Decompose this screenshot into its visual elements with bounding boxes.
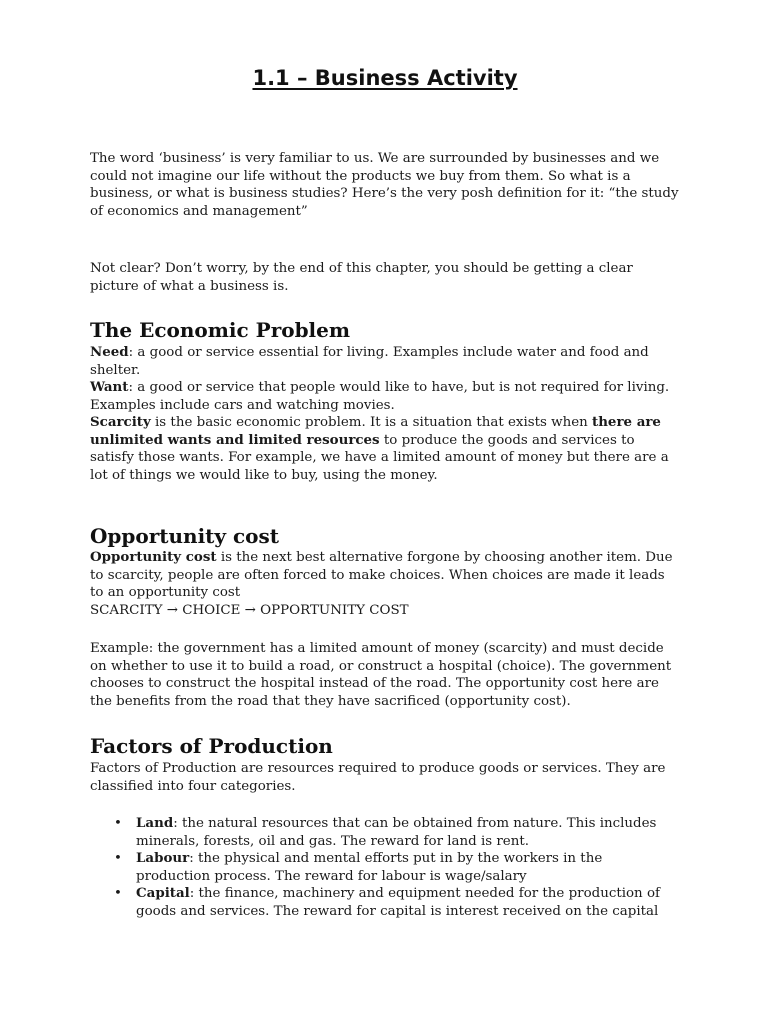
labour-term: Labour <box>136 850 190 866</box>
opportunity-cost-chain: SCARCITY → CHOICE → OPPORTUNITY COST <box>90 603 409 618</box>
opportunity-cost-term: Opportunity cost <box>90 549 217 565</box>
scarcity-text-1: is the basic economic problem. It is a situation that exists when <box>150 415 593 430</box>
scarcity-text-2: to produce the goods and services to satisfy those wants. For example, we have a limited amount of money but there are a lot of things we would like to buy, using the money. <box>90 432 669 483</box>
capital-text: : the finance, machinery and equipment needed for the production of goods and services. The reward for capital is interest received on the capital <box>136 886 660 919</box>
land-term: Land <box>136 815 174 831</box>
want-definition <box>90 379 680 414</box>
bullet-icon: • <box>114 816 122 831</box>
need-definition <box>90 344 680 379</box>
bullet-icon: • <box>114 886 122 901</box>
opportunity-cost-definition <box>90 549 680 602</box>
factors-list <box>90 815 680 920</box>
land-text: : the natural resources that can be obtained from nature. This includes minerals, forests, oil and gas. The reward for land is rent. <box>136 816 657 849</box>
scarcity-term: Scarcity <box>90 414 151 430</box>
scarcity-emphasis: there are unlimited wants and limited resources <box>90 414 661 448</box>
factors-intro: Factors of Production are resources required to produce goods or services. They are classified into four categories. <box>90 761 666 794</box>
heading-economic-problem: The Economic Problem <box>90 318 351 342</box>
page-title: 1.1 – Business Activity <box>252 66 518 90</box>
scarcity-definition <box>90 414 680 484</box>
need-text: : a good or service essential for living. Examples include water and food and shelter. <box>90 345 649 378</box>
intro-paragraph-2: Not clear? Don’t worry, by the end of this chapter, you should be getting a clear picture of what a business is. <box>90 261 633 294</box>
need-term: Need <box>90 344 129 360</box>
list-item-labour <box>90 850 680 885</box>
want-text: : a good or service that people would like to have, but is not required for living. Examples include cars and watching movies. <box>90 380 670 413</box>
want-term: Want <box>90 379 129 395</box>
intro-paragraph-1: The word ‘business’ is very familiar to us. We are surrounded by businesses and we could not imagine our life without the products we buy from them. So what is a business, or what is business studies? Here’s the very posh definition for it: “the study of economics and management” <box>90 151 679 219</box>
bullet-icon: • <box>114 851 122 866</box>
capital-term: Capital <box>136 885 190 901</box>
heading-opportunity-cost: Opportunity cost <box>90 524 280 548</box>
opportunity-cost-example: Example: the government has a limited amount of money (scarcity) and must decide on whether to use it to build a road, or construct a hospital (choice). The government chooses to construct the hospital instead of the road. The opportunity cost here are the benefits from the road that they have sacrificed (opportunity cost). <box>90 641 672 709</box>
list-item-land <box>90 815 680 850</box>
heading-factors-of-production: Factors of Production <box>90 734 333 758</box>
opportunity-cost-text: is the next best alternative forgone by choosing another item. Due to scarcity, people are often forced to make choices. When choices are made it leads to an opportunity cost <box>90 550 673 600</box>
list-item-capital <box>90 885 680 920</box>
labour-text: : the physical and mental efforts put in by the workers in the production process. The reward for labour is wage/salary <box>136 851 603 884</box>
